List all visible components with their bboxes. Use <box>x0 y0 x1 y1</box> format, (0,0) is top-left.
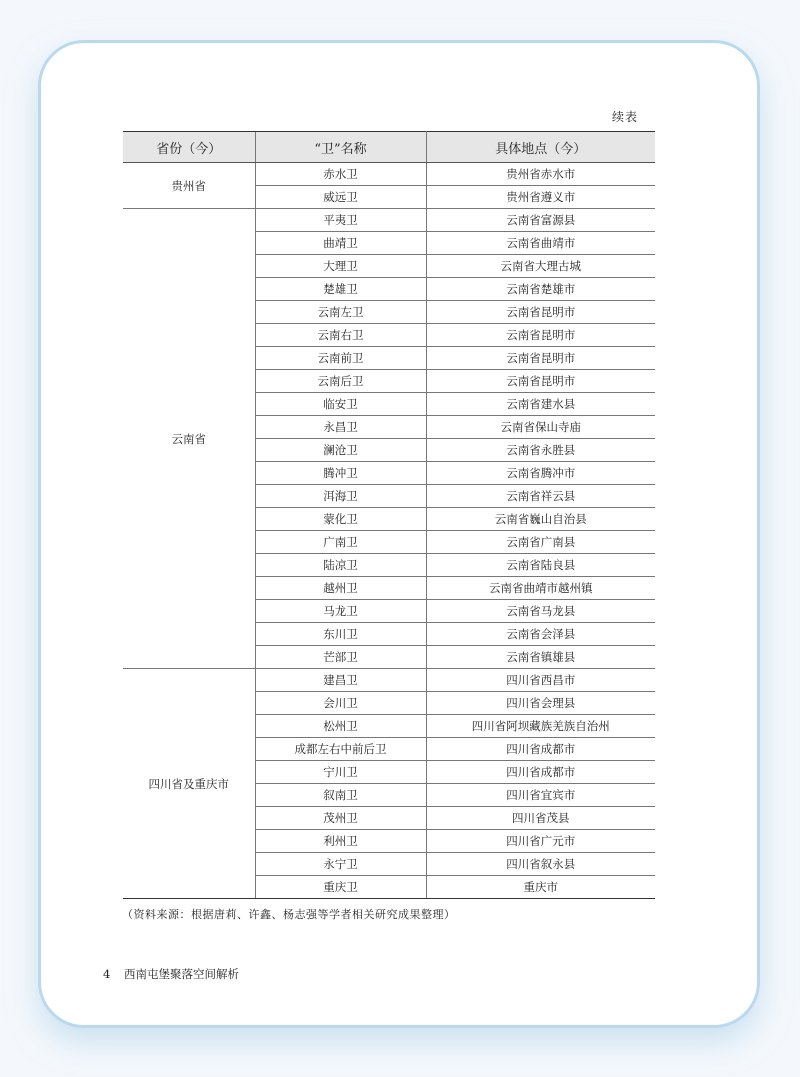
location-cell: 云南省腾冲市 <box>426 462 655 485</box>
guard-name-cell: 茂州卫 <box>255 807 426 830</box>
book-title: 西南屯堡聚落空间解析 <box>123 967 239 981</box>
guard-name-cell: 蒙化卫 <box>255 508 426 531</box>
guard-name-cell: 永昌卫 <box>255 416 426 439</box>
location-cell: 云南省富源县 <box>426 209 655 232</box>
guard-name-cell: 云南后卫 <box>255 370 426 393</box>
garrison-table <box>123 131 655 899</box>
guard-name-cell: 平夷卫 <box>255 209 426 232</box>
location-cell: 四川省叙永县 <box>426 853 655 876</box>
province-cell: 贵州省 <box>123 163 255 209</box>
guard-name-cell: 重庆卫 <box>255 876 426 899</box>
continued-label: 续表 <box>612 110 639 124</box>
location-cell: 四川省广元市 <box>426 830 655 853</box>
guard-name-cell: 云南右卫 <box>255 324 426 347</box>
page-footer <box>103 966 239 982</box>
location-cell: 贵州省遵义市 <box>426 186 655 209</box>
location-cell: 云南省曲靖市越州镇 <box>426 577 655 600</box>
guard-name-cell: 利州卫 <box>255 830 426 853</box>
location-cell: 云南省昆明市 <box>426 347 655 370</box>
guard-name-cell: 宁川卫 <box>255 761 426 784</box>
location-cell: 云南省祥云县 <box>426 485 655 508</box>
table-row <box>123 209 655 232</box>
location-cell: 云南省建水县 <box>426 393 655 416</box>
location-cell: 云南省陆良县 <box>426 554 655 577</box>
location-cell: 四川省阿坝藏族羌族自治州 <box>426 715 655 738</box>
header-guard-name: “卫”名称 <box>255 132 426 163</box>
province-cell: 云南省 <box>123 209 255 669</box>
guard-name-cell: 马龙卫 <box>255 600 426 623</box>
location-cell: 重庆市 <box>426 876 655 899</box>
header-location: 具体地点（今） <box>426 132 655 163</box>
guard-name-cell: 大理卫 <box>255 255 426 278</box>
location-cell: 云南省昆明市 <box>426 370 655 393</box>
location-cell: 云南省马龙县 <box>426 600 655 623</box>
guard-name-cell: 威远卫 <box>255 186 426 209</box>
guard-name-cell: 曲靖卫 <box>255 232 426 255</box>
table-header-row <box>123 132 655 163</box>
guard-name-cell: 建昌卫 <box>255 669 426 692</box>
location-cell: 云南省楚雄市 <box>426 278 655 301</box>
guard-name-cell: 成都左右中前后卫 <box>255 738 426 761</box>
location-cell: 云南省昆明市 <box>426 301 655 324</box>
guard-name-cell: 永宁卫 <box>255 853 426 876</box>
guard-name-cell: 赤水卫 <box>255 163 426 186</box>
location-cell: 云南省广南县 <box>426 531 655 554</box>
location-cell: 云南省保山寺庙 <box>426 416 655 439</box>
guard-name-cell: 越州卫 <box>255 577 426 600</box>
location-cell: 四川省会理县 <box>426 692 655 715</box>
location-cell: 四川省成都市 <box>426 738 655 761</box>
source-note: （资料来源：根据唐莉、许鑫、杨志强等学者相关研究成果整理） <box>122 908 456 921</box>
location-cell: 云南省会泽县 <box>426 623 655 646</box>
guard-name-cell: 云南左卫 <box>255 301 426 324</box>
location-cell: 云南省永胜县 <box>426 439 655 462</box>
location-cell: 云南省大理古城 <box>426 255 655 278</box>
table-body <box>123 163 655 899</box>
guard-name-cell: 叙南卫 <box>255 784 426 807</box>
location-cell: 四川省成都市 <box>426 761 655 784</box>
location-cell: 四川省西昌市 <box>426 669 655 692</box>
location-cell: 四川省宜宾市 <box>426 784 655 807</box>
guard-name-cell: 东川卫 <box>255 623 426 646</box>
guard-name-cell: 松州卫 <box>255 715 426 738</box>
header-province: 省份（今） <box>123 132 255 163</box>
guard-name-cell: 芒部卫 <box>255 646 426 669</box>
location-cell: 云南省镇雄县 <box>426 646 655 669</box>
guard-name-cell: 临安卫 <box>255 393 426 416</box>
location-cell: 云南省昆明市 <box>426 324 655 347</box>
table-row <box>123 669 655 692</box>
location-cell: 云南省曲靖市 <box>426 232 655 255</box>
location-cell: 四川省茂县 <box>426 807 655 830</box>
guard-name-cell: 楚雄卫 <box>255 278 426 301</box>
guard-name-cell: 洱海卫 <box>255 485 426 508</box>
guard-name-cell: 会川卫 <box>255 692 426 715</box>
page-number: 4 <box>103 967 111 981</box>
location-cell: 云南省巍山自治县 <box>426 508 655 531</box>
province-cell: 四川省及重庆市 <box>123 669 255 899</box>
guard-name-cell: 陆凉卫 <box>255 554 426 577</box>
guard-name-cell: 腾冲卫 <box>255 462 426 485</box>
location-cell: 贵州省赤水市 <box>426 163 655 186</box>
guard-name-cell: 澜沧卫 <box>255 439 426 462</box>
guard-name-cell: 广南卫 <box>255 531 426 554</box>
table-row <box>123 163 655 186</box>
guard-name-cell: 云南前卫 <box>255 347 426 370</box>
